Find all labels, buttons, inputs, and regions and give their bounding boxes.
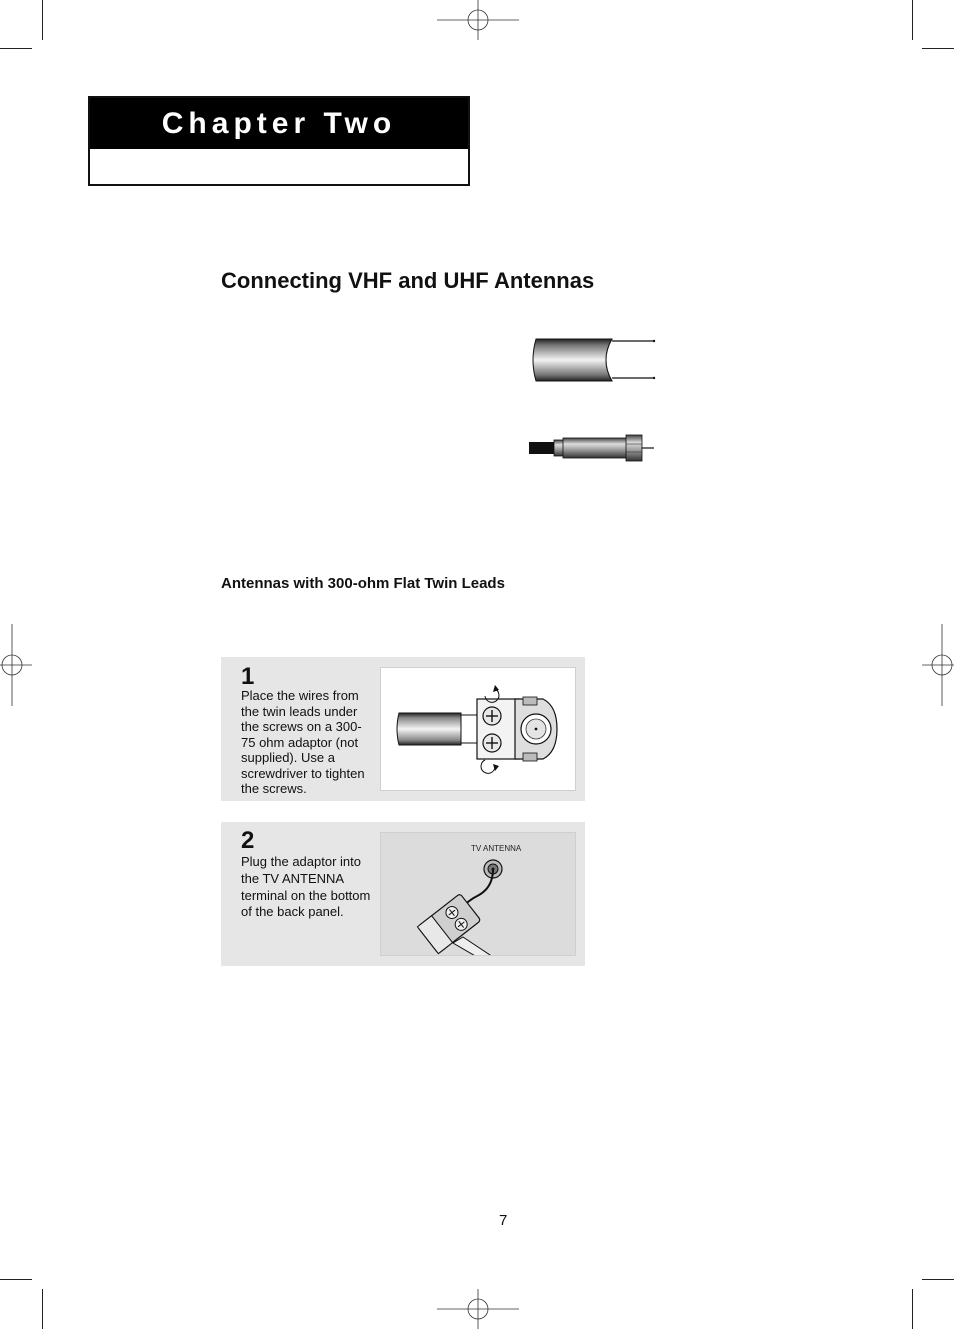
registration-mark	[437, 0, 519, 40]
registration-mark	[437, 1289, 519, 1329]
step-number: 1	[241, 663, 255, 690]
page-number: 7	[499, 1212, 508, 1229]
adaptor-diagram	[381, 668, 575, 790]
terminal-diagram	[381, 833, 575, 955]
crop-mark	[42, 0, 43, 40]
section-title: Connecting VHF and UHF Antennas	[221, 268, 595, 293]
subsection-title: Antennas with 300-ohm Flat Twin Leads	[221, 575, 505, 592]
adaptor-illustration	[380, 667, 576, 791]
crop-mark	[0, 48, 32, 49]
registration-mark	[0, 624, 32, 706]
chapter-title: Chapter Two	[90, 98, 468, 149]
crop-mark	[922, 1279, 954, 1280]
crop-mark	[922, 48, 954, 49]
tv-antenna-terminal-illustration	[380, 832, 576, 956]
step-number: 2	[241, 827, 255, 854]
step-text: Plug the adaptor into the TV ANTENNA terminal on the bottom of the back panel.	[241, 854, 371, 920]
crop-mark	[912, 1289, 913, 1329]
flat-twin-lead-illustration	[528, 336, 658, 386]
step-2-panel	[221, 822, 585, 966]
chapter-header	[88, 96, 470, 186]
crop-mark	[0, 1279, 32, 1280]
crop-mark	[42, 1289, 43, 1329]
coaxial-cable-illustration	[528, 432, 658, 464]
step-1-panel	[221, 657, 585, 801]
registration-mark	[922, 624, 954, 706]
tv-antenna-label: TV ANTENNA	[471, 844, 522, 853]
step-text: Place the wires from the twin leads under the screws on a 300-75 ohm adaptor (not supplied). Use a screwdriver to tighten the screws.	[241, 688, 365, 796]
crop-mark	[912, 0, 913, 40]
